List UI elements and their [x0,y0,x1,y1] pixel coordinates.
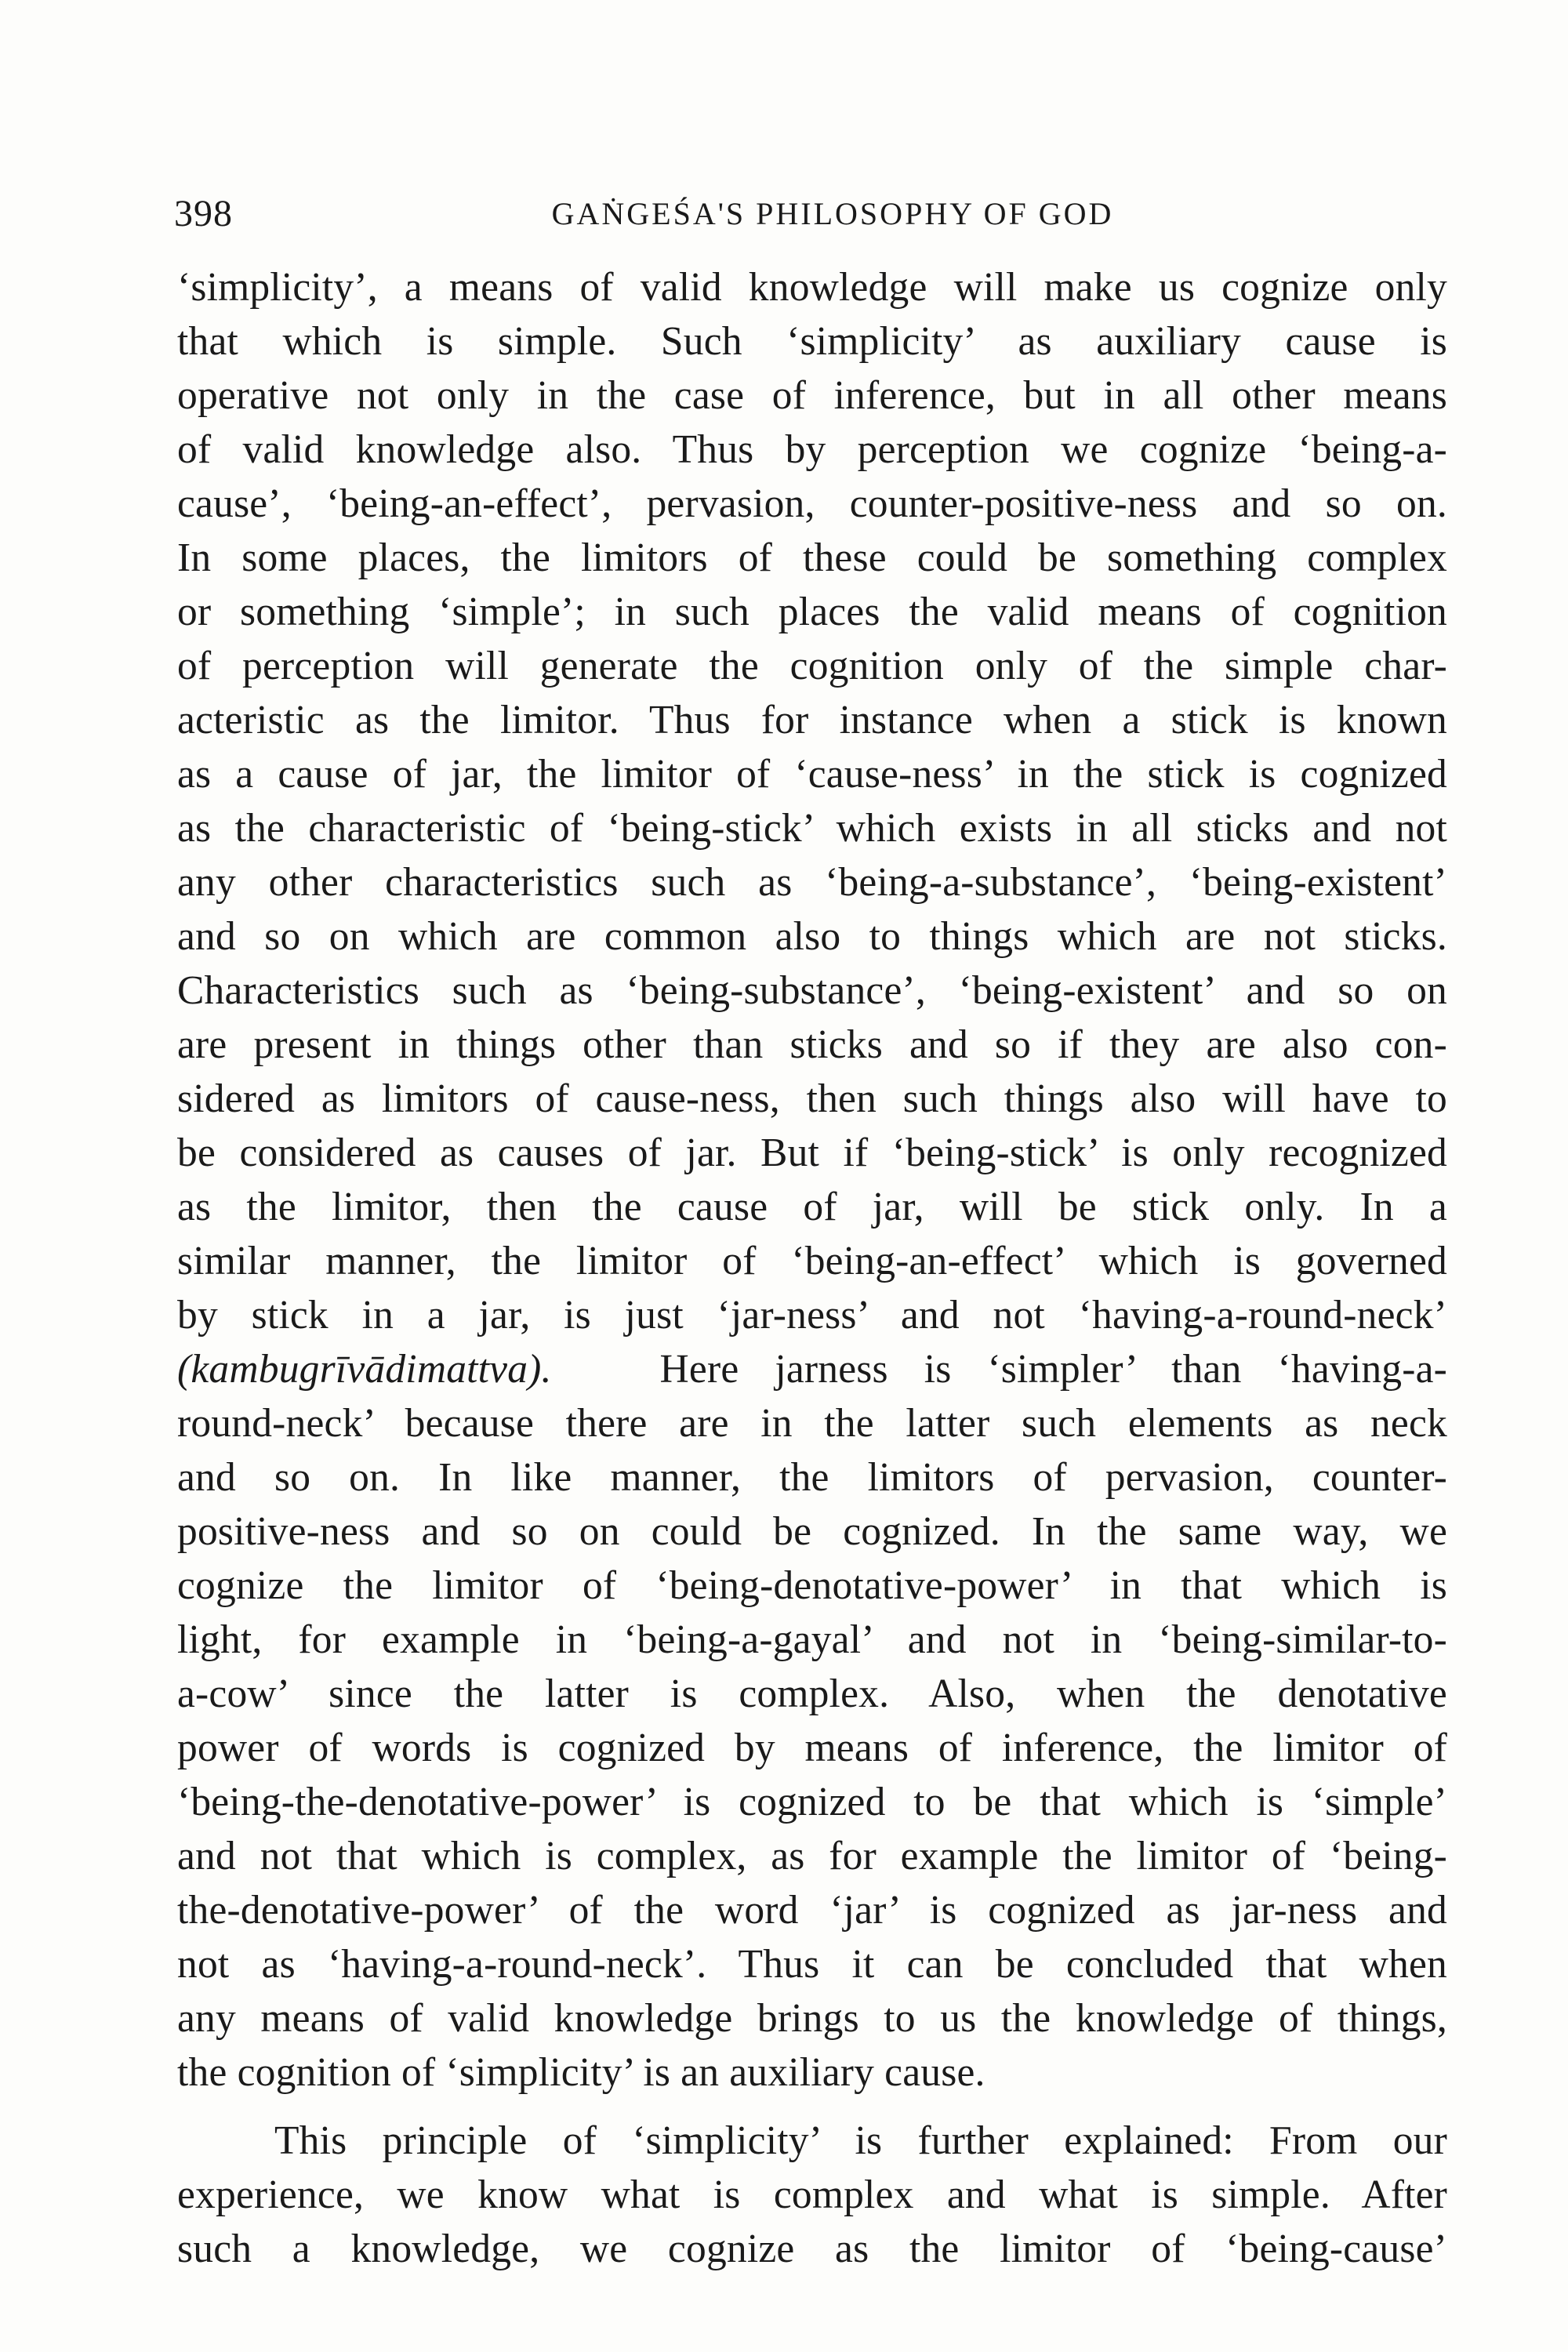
text-line: This principle of ‘simplicity’ is further explained: From our [274,2118,1447,2163]
text-line: a-cow’ since the latter is complex. Also, when the denotative [177,1671,1447,1716]
text-line: the-denotative-power’ of the word ‘jar’ is cognized as jar-ness and [177,1888,1447,1933]
text-line-with-italic-term [177,1342,1447,1396]
text-line: as a cause of jar, the limitor of ‘cause-ness’ in the stick is cognized [177,752,1447,797]
paragraph-1 [177,260,1447,2100]
text-line: ‘simplicity’, a means of valid knowledge will make us cognize only [177,265,1447,310]
running-head [174,187,1444,241]
text-line: round-neck’ because there are in the latter such elements as neck [177,1401,1447,1446]
paragraph-gap [177,2100,1447,2114]
text-line: any other characteristics such as ‘being-a-substance’, ‘being-existent’ [177,860,1447,905]
text-line: such a knowledge, we cognize as the limitor of ‘being-cause’ [177,2227,1447,2271]
paragraph-2 [177,2114,1447,2276]
text-line: and so on which are common also to things which are not sticks. [177,914,1447,959]
running-title: GAṄGEŚA'S PHILOSOPHY OF GOD [551,196,1114,231]
text-line: of perception will generate the cognition only of the simple char- [177,644,1447,688]
body-text [177,260,1447,2276]
text-line: the cognition of ‘simplicity’ is an auxiliary cause. [177,2050,985,2095]
text-line: by stick in a jar, is just ‘jar-ness’ and not ‘having-a-round-neck’ [177,1293,1447,1338]
text-line: and not that which is complex, as for example the limitor of ‘being- [177,1834,1447,1878]
text-line: cause’, ‘being-an-effect’, pervasion, counter-positive-ness and so on. [177,481,1447,526]
text-line: as the limitor, then the cause of jar, will be stick only. In a [177,1185,1447,1229]
page-number: 398 [174,193,233,234]
text-line: Characteristics such as ‘being-substance’, ‘being-existent’ and so on [177,968,1447,1013]
text-line: positive-ness and so on could be cognized. In the same way, we [177,1509,1447,1554]
text-line: as the characteristic of ‘being-stick’ which exists in all sticks and not [177,806,1447,851]
text-line: acteristic as the limitor. Thus for instance when a stick is known [177,698,1447,742]
text-line: cognize the limitor of ‘being-denotative-power’ in that which is [177,1563,1447,1608]
text-line: In some places, the limitors of these could be something complex [177,535,1447,580]
text-line: and so on. In like manner, the limitors of pervasion, counter- [177,1455,1447,1500]
text-line: operative not only in the case of inference, but in all other means [177,373,1447,418]
text-line: ‘being-the-denotative-power’ is cognized to be that which is ‘simple’ [177,1780,1447,1824]
text-line: or something ‘simple’; in such places the valid means of cognition [177,590,1447,634]
text-line: power of words is cognized by means of inference, the limitor of [177,1726,1447,1770]
text-line: are present in things other than sticks and so if they are also con- [177,1022,1447,1067]
text-line: sidered as limitors of cause-ness, then such things also will have to [177,1076,1447,1121]
sanskrit-term: (kambugrīvādimattva). [177,1347,552,1392]
text-line: be considered as causes of jar. But if ‘being-stick’ is only recognized [177,1131,1447,1175]
text-line: light, for example in ‘being-a-gayal’ and not in ‘being-similar-to- [177,1617,1447,1662]
text-line: similar manner, the limitor of ‘being-an-effect’ which is governed [177,1239,1447,1283]
text-line: that which is simple. Such ‘simplicity’ as auxiliary cause is [177,319,1447,364]
text-line: not as ‘having-a-round-neck’. Thus it can be concluded that when [177,1942,1447,1987]
text-line: any means of valid knowledge brings to us the knowledge of things, [177,1996,1447,2041]
text-line: of valid knowledge also. Thus by perception we cognize ‘being-a- [177,427,1447,472]
text-line: experience, we know what is complex and what is simple. After [177,2172,1447,2217]
text-fragment: Here jarness is ‘simpler’ than ‘having-a- [659,1347,1447,1392]
